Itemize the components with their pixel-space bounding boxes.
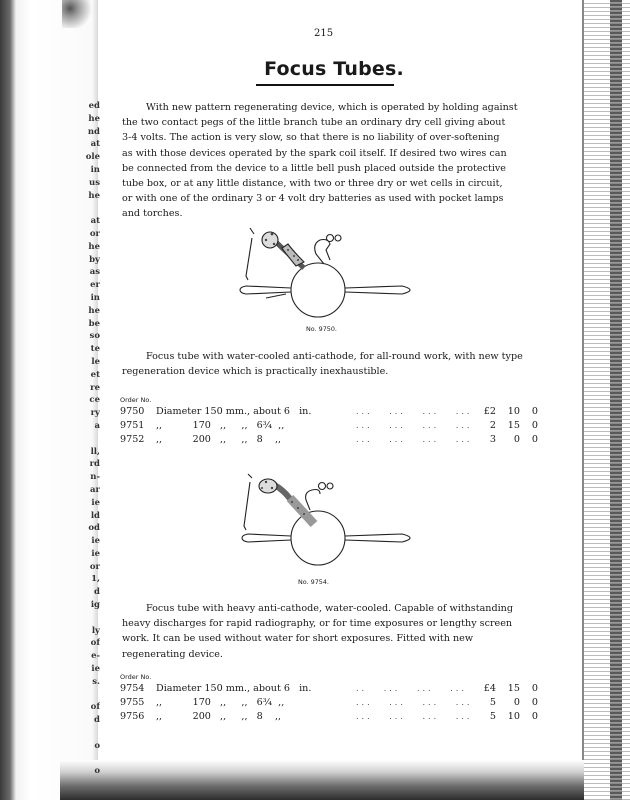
text-line: or with one of the ordinary 3 or 4 volt dry batteries as used with pocket lamps: [122, 193, 504, 205]
scan-edge-right: [582, 0, 630, 800]
price-row: [120, 682, 538, 696]
margin-fragment: he: [88, 305, 100, 316]
text-line: Focus tube with heavy anti-cathode, water-cooled. Capable of withstanding: [146, 603, 514, 614]
margin-fragment: et: [90, 369, 100, 380]
margin-fragment: by: [89, 254, 100, 265]
text-line: be connected from the device to a little bell push placed outside the protective: [122, 162, 506, 174]
page-number: 215: [314, 28, 334, 39]
margin-fragment: or: [89, 228, 100, 239]
margin-fragment: at: [90, 139, 100, 150]
margin-fragment: [66, 433, 100, 446]
margin-fragment: ole: [85, 152, 100, 163]
price-pence: 0: [531, 406, 538, 417]
price-row: [120, 419, 538, 433]
price-shillings: 0: [513, 434, 520, 445]
price-shillings: 0: [513, 697, 520, 708]
price-row: [120, 405, 538, 419]
dot-leaders: .. ... ... ...: [356, 684, 467, 693]
margin-fragment: [66, 612, 100, 625]
price-shillings: 10: [507, 711, 520, 722]
margin-fragment: ie: [91, 548, 100, 559]
dot-leaders: ... ... ... ...: [356, 712, 473, 721]
margin-fragment: ld: [90, 510, 100, 521]
margin-fragment: ll,: [90, 446, 100, 457]
margin-fragment: s.: [92, 676, 100, 687]
text-line: as with those devices operated by the spark coil itself. If desired two wires can: [122, 147, 507, 159]
price-row: [120, 710, 538, 724]
price-pence: 0: [531, 420, 538, 431]
margin-fragment: so: [89, 331, 100, 342]
margin-fragment: ly: [91, 625, 100, 636]
order-number: 9752: [120, 434, 145, 445]
previous-page-margin: [66, 100, 100, 778]
margin-fragment: of: [90, 702, 100, 713]
margin-fragment: ed: [88, 101, 100, 111]
figure-1-caption: No. 9750.: [306, 325, 337, 333]
dot-leaders: ... ... ... ...: [356, 435, 473, 444]
margin-fragment: he: [88, 113, 100, 124]
order-number: 9756: [120, 711, 145, 722]
margin-fragment: ig: [90, 600, 100, 611]
text-line: heavy discharges for rapid radiography, or for time exposures or lengthy screen: [122, 618, 513, 630]
text-line: the two contact pegs of the little branch tube an ordinary dry cell giving about: [122, 117, 506, 129]
margin-fragment: ie: [91, 536, 100, 547]
description-9754-series: [122, 601, 546, 662]
margin-fragment: us: [89, 177, 100, 188]
margin-fragment: or: [89, 561, 100, 572]
item-description: ,, 170 ,, ,, 6¾ ,,: [156, 697, 285, 708]
order-number-header-2: Order No.: [120, 673, 152, 681]
margin-fragment: er: [90, 280, 100, 291]
margin-fragment: d: [94, 715, 100, 726]
catalogue-page: [108, 0, 560, 800]
dot-leaders: ... ... ... ...: [356, 698, 473, 707]
price-shillings: 15: [507, 683, 520, 694]
price-shillings: 15: [507, 420, 520, 431]
scan-smudge: [62, 0, 102, 28]
order-number: 9751: [120, 420, 145, 431]
margin-fragment: at: [90, 216, 100, 227]
order-number-header-1: Order No.: [120, 396, 152, 404]
margin-fragment: ce: [89, 395, 100, 406]
item-description: ,, 170 ,, ,, 6¾ ,,: [156, 420, 285, 431]
order-number: 9754: [120, 683, 145, 694]
focus-tube-9750-illustration: [226, 220, 416, 322]
dot-leaders: ... ... ... ...: [356, 421, 473, 430]
price-pounds: 3: [489, 434, 496, 445]
price-pounds: 5: [489, 711, 496, 722]
item-description: Diameter 150 mm., about 6 in.: [156, 406, 312, 417]
margin-fragment: le: [91, 356, 100, 367]
margin-fragment: in: [90, 164, 100, 175]
text-line: regenerating device.: [122, 648, 223, 660]
margin-fragment: [66, 202, 100, 215]
margin-fragment: [66, 753, 100, 766]
price-pounds: £4: [483, 683, 496, 694]
price-pence: 0: [531, 683, 538, 694]
item-description: Diameter 150 mm., about 6 in.: [156, 683, 312, 694]
price-shillings: 10: [507, 406, 520, 417]
focus-tube-9754-illustration: [226, 470, 416, 576]
margin-fragment: rd: [89, 459, 100, 470]
figure-2-caption: No. 9754.: [298, 578, 329, 586]
item-description: ,, 200 ,, ,, 8 ,,: [156, 434, 282, 445]
text-line: and torches.: [122, 208, 183, 220]
item-description: ,, 200 ,, ,, 8 ,,: [156, 711, 282, 722]
price-pence: 0: [531, 711, 538, 722]
margin-fragment: 1,: [91, 574, 100, 585]
price-pence: 0: [531, 697, 538, 708]
margin-fragment: nd: [87, 126, 100, 137]
title-underline: [256, 84, 394, 86]
margin-fragment: n-: [90, 472, 100, 483]
margin-fragment: [66, 727, 100, 740]
margin-fragment: in: [90, 292, 100, 303]
price-pounds: 5: [489, 697, 496, 708]
margin-fragment: od: [88, 523, 100, 534]
margin-fragment: ar: [90, 484, 100, 495]
price-pounds: £2: [483, 406, 496, 417]
margin-fragment: [66, 689, 100, 702]
margin-fragment: e-: [91, 651, 100, 662]
margin-fragment: he: [88, 241, 100, 252]
dot-leaders: ... ... ... ...: [356, 407, 473, 416]
price-row: [120, 433, 538, 447]
text-line: With new pattern regenerating device, which is operated by holding against: [146, 102, 518, 113]
text-line: Focus tube with water-cooled anti-cathode, for all-round work, with new type: [146, 351, 523, 362]
margin-fragment: be: [88, 318, 100, 329]
text-line: regeneration device which is practically inexhaustible.: [122, 366, 389, 378]
price-row: [120, 696, 538, 710]
margin-fragment: ie: [91, 497, 100, 508]
price-pounds: 2: [489, 420, 496, 431]
margin-fragment: he: [88, 190, 100, 201]
intro-paragraph: [122, 100, 546, 222]
margin-fragment: o: [94, 766, 100, 777]
margin-fragment: o: [94, 740, 100, 751]
text-line: 3-4 volts. The action is very slow, so that there is no liability of over-softening: [122, 132, 500, 144]
margin-fragment: te: [90, 344, 100, 355]
margin-fragment: ry: [90, 408, 100, 419]
margin-fragment: as: [89, 267, 100, 278]
margin-fragment: of: [90, 638, 100, 649]
margin-fragment: a: [94, 420, 100, 431]
order-number: 9755: [120, 697, 145, 708]
margin-fragment: re: [90, 382, 100, 393]
page-title: Focus Tubes.: [264, 58, 404, 80]
margin-fragment: d: [94, 587, 100, 598]
margin-fragment: ie: [91, 664, 100, 675]
description-9750-series: [122, 349, 546, 379]
text-line: work. It can be used without water for short exposures. Fitted with new: [122, 633, 474, 645]
price-pence: 0: [531, 434, 538, 445]
order-number: 9750: [120, 406, 145, 417]
text-line: tube box, or at any little distance, with two or three dry or wet cells in circuit,: [122, 178, 503, 190]
